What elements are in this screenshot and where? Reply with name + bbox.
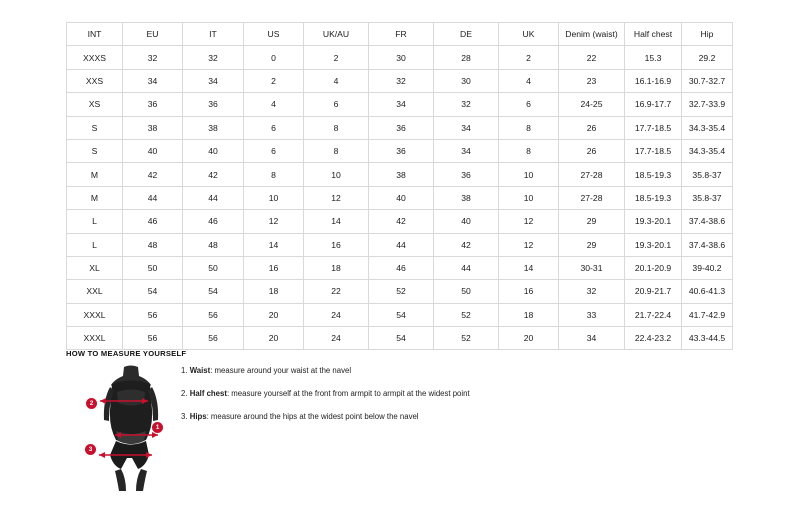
cell-uk: 8 [499, 139, 559, 162]
cell-uk-au: 18 [304, 256, 369, 279]
cell-uk: 6 [499, 93, 559, 116]
cell-hip: 41.7-42.9 [682, 303, 733, 326]
step-term: Half chest [189, 389, 227, 399]
cell-hip: 34.3-35.4 [682, 139, 733, 162]
cell-uk-au: 8 [304, 139, 369, 162]
cell-hip: 43.3-44.5 [682, 327, 733, 350]
cell-int: XXXS [67, 46, 123, 69]
cell-denim-waist: 32 [559, 280, 625, 303]
cell-de: 42 [434, 233, 499, 256]
arrow-right-hip [146, 452, 152, 458]
cell-it: 42 [183, 163, 244, 186]
table-body [67, 46, 733, 350]
cell-denim-waist: 29 [559, 233, 625, 256]
cell-uk-au: 16 [304, 233, 369, 256]
cell-hip: 39-40.2 [682, 256, 733, 279]
cell-denim-waist: 23 [559, 69, 625, 92]
cell-us: 8 [244, 163, 304, 186]
cell-hip: 37.4-38.6 [682, 233, 733, 256]
cell-fr: 42 [369, 210, 434, 233]
cell-half-chest: 22.4-23.2 [625, 327, 682, 350]
cell-it: 46 [183, 210, 244, 233]
cell-eu: 56 [123, 327, 183, 350]
cell-denim-waist: 33 [559, 303, 625, 326]
cell-uk: 8 [499, 116, 559, 139]
cell-de: 32 [434, 93, 499, 116]
cell-it: 48 [183, 233, 244, 256]
cell-fr: 32 [369, 69, 434, 92]
cell-denim-waist: 27-28 [559, 163, 625, 186]
cell-us: 4 [244, 93, 304, 116]
cell-us: 10 [244, 186, 304, 209]
cell-half-chest: 15.3 [625, 46, 682, 69]
cell-denim-waist: 26 [559, 116, 625, 139]
table-row [67, 303, 733, 326]
cell-fr: 44 [369, 233, 434, 256]
cell-eu: 36 [123, 93, 183, 116]
table-row [67, 163, 733, 186]
cell-eu: 56 [123, 303, 183, 326]
mannequin-illustration [86, 365, 176, 500]
size-chart-table-wrapper [66, 22, 732, 350]
column-header-fr: FR [369, 23, 434, 46]
cell-eu: 54 [123, 280, 183, 303]
figure-badge-2: 2 [86, 398, 97, 409]
table-row [67, 69, 733, 92]
cell-eu: 42 [123, 163, 183, 186]
figure-badge-3: 3 [85, 444, 96, 455]
cell-it: 32 [183, 46, 244, 69]
step-text: : measure around the hips at the widest point below the navel [206, 412, 419, 422]
cell-uk: 20 [499, 327, 559, 350]
table-row [67, 46, 733, 69]
cell-uk: 4 [499, 69, 559, 92]
cell-de: 52 [434, 327, 499, 350]
cell-us: 16 [244, 256, 304, 279]
how-to-measure-steps [181, 366, 611, 435]
cell-uk: 14 [499, 256, 559, 279]
cell-hip: 29.2 [682, 46, 733, 69]
cell-it: 40 [183, 139, 244, 162]
cell-uk-au: 6 [304, 93, 369, 116]
cell-int: L [67, 233, 123, 256]
cell-de: 40 [434, 210, 499, 233]
table-row [67, 233, 733, 256]
cell-denim-waist: 30-31 [559, 256, 625, 279]
cell-int: S [67, 139, 123, 162]
right-leg-shape [136, 469, 147, 491]
cell-uk-au: 22 [304, 280, 369, 303]
step-number: 1. [181, 366, 188, 375]
arrow-left-chest [100, 398, 106, 404]
table-row [67, 186, 733, 209]
cell-fr: 46 [369, 256, 434, 279]
cell-fr: 34 [369, 93, 434, 116]
cell-uk-au: 24 [304, 327, 369, 350]
cell-de: 44 [434, 256, 499, 279]
cell-fr: 52 [369, 280, 434, 303]
cell-half-chest: 17.7-18.5 [625, 139, 682, 162]
cell-hip: 35.8-37 [682, 163, 733, 186]
size-chart-table [66, 22, 733, 350]
cell-hip: 30.7-32.7 [682, 69, 733, 92]
cell-it: 50 [183, 256, 244, 279]
table-row [67, 256, 733, 279]
cell-de: 50 [434, 280, 499, 303]
cell-fr: 36 [369, 139, 434, 162]
column-header-hip: Hip [682, 23, 733, 46]
cell-de: 52 [434, 303, 499, 326]
cell-eu: 48 [123, 233, 183, 256]
step-number: 3. [181, 412, 188, 422]
cell-us: 6 [244, 139, 304, 162]
measure-step-half-chest [181, 389, 611, 400]
cell-int: XXS [67, 69, 123, 92]
measure-step-hips [181, 412, 611, 423]
cell-uk-au: 4 [304, 69, 369, 92]
table-row [67, 116, 733, 139]
column-header-denim-waist: Denim (waist) [559, 23, 625, 46]
cell-int: XXL [67, 280, 123, 303]
cell-denim-waist: 24-25 [559, 93, 625, 116]
measure-step-waist [181, 366, 611, 377]
column-header-de: DE [434, 23, 499, 46]
cell-us: 2 [244, 69, 304, 92]
cell-fr: 36 [369, 116, 434, 139]
cell-denim-waist: 26 [559, 139, 625, 162]
cell-int: XS [67, 93, 123, 116]
cell-uk-au: 10 [304, 163, 369, 186]
step-text: : measure yourself at the front from armpit to armpit at the widest point [226, 389, 470, 399]
cell-uk-au: 8 [304, 116, 369, 139]
cell-half-chest: 19.3-20.1 [625, 233, 682, 256]
cell-de: 34 [434, 116, 499, 139]
table-header-row [67, 23, 733, 46]
bust-shape [117, 390, 145, 406]
table-row [67, 280, 733, 303]
cell-hip: 35.8-37 [682, 186, 733, 209]
cell-it: 56 [183, 303, 244, 326]
cell-int: M [67, 186, 123, 209]
cell-it: 44 [183, 186, 244, 209]
cell-eu: 40 [123, 139, 183, 162]
table-row [67, 210, 733, 233]
cell-half-chest: 19.3-20.1 [625, 210, 682, 233]
cell-it: 34 [183, 69, 244, 92]
cell-fr: 54 [369, 303, 434, 326]
cell-eu: 46 [123, 210, 183, 233]
column-header-it: IT [183, 23, 244, 46]
cell-de: 30 [434, 69, 499, 92]
cell-eu: 50 [123, 256, 183, 279]
left-leg-shape [115, 469, 126, 491]
cell-half-chest: 16.1-16.9 [625, 69, 682, 92]
how-to-measure-title: HOW TO MEASURE YOURSELF [66, 349, 187, 358]
column-header-eu: EU [123, 23, 183, 46]
cell-half-chest: 18.5-19.3 [625, 186, 682, 209]
cell-us: 20 [244, 303, 304, 326]
column-header-half-chest: Half chest [625, 23, 682, 46]
cell-fr: 38 [369, 163, 434, 186]
cell-fr: 40 [369, 186, 434, 209]
step-number: 2. [181, 389, 188, 399]
column-header-uk: UK [499, 23, 559, 46]
cell-fr: 30 [369, 46, 434, 69]
cell-uk-au: 14 [304, 210, 369, 233]
cell-us: 6 [244, 116, 304, 139]
cell-eu: 44 [123, 186, 183, 209]
cell-half-chest: 20.9-21.7 [625, 280, 682, 303]
cell-us: 12 [244, 210, 304, 233]
cell-uk: 16 [499, 280, 559, 303]
cell-uk-au: 12 [304, 186, 369, 209]
cell-de: 34 [434, 139, 499, 162]
step-term: Hips [189, 412, 207, 422]
cell-int: XXXL [67, 327, 123, 350]
cell-denim-waist: 27-28 [559, 186, 625, 209]
cell-uk: 2 [499, 46, 559, 69]
cell-int: M [67, 163, 123, 186]
cell-it: 56 [183, 327, 244, 350]
cell-half-chest: 18.5-19.3 [625, 163, 682, 186]
table-row [67, 327, 733, 350]
cell-uk: 10 [499, 163, 559, 186]
cell-denim-waist: 29 [559, 210, 625, 233]
column-header-us: US [244, 23, 304, 46]
cell-us: 14 [244, 233, 304, 256]
cell-it: 36 [183, 93, 244, 116]
table-row [67, 93, 733, 116]
figure-badge-1: 1 [152, 422, 163, 433]
table-header [67, 23, 733, 46]
cell-fr: 54 [369, 327, 434, 350]
cell-hip: 32.7-33.9 [682, 93, 733, 116]
cell-uk: 12 [499, 210, 559, 233]
cell-hip: 34.3-35.4 [682, 116, 733, 139]
cell-half-chest: 17.7-18.5 [625, 116, 682, 139]
cell-int: XXXL [67, 303, 123, 326]
cell-uk-au: 2 [304, 46, 369, 69]
cell-eu: 32 [123, 46, 183, 69]
cell-uk: 10 [499, 186, 559, 209]
cell-denim-waist: 22 [559, 46, 625, 69]
cell-int: S [67, 116, 123, 139]
cell-de: 38 [434, 186, 499, 209]
cell-us: 18 [244, 280, 304, 303]
cell-hip: 40.6-41.3 [682, 280, 733, 303]
arrow-left-hip [99, 452, 105, 458]
cell-int: L [67, 210, 123, 233]
cell-denim-waist: 34 [559, 327, 625, 350]
cell-half-chest: 20.1-20.9 [625, 256, 682, 279]
cell-uk: 12 [499, 233, 559, 256]
cell-half-chest: 16.9-17.7 [625, 93, 682, 116]
cell-eu: 34 [123, 69, 183, 92]
cell-us: 0 [244, 46, 304, 69]
cell-de: 36 [434, 163, 499, 186]
step-term: Waist [189, 366, 211, 375]
cell-us: 20 [244, 327, 304, 350]
cell-de: 28 [434, 46, 499, 69]
column-header-uk-au: UK/AU [304, 23, 369, 46]
cell-half-chest: 21.7-22.4 [625, 303, 682, 326]
column-header-int: INT [67, 23, 123, 46]
cell-it: 38 [183, 116, 244, 139]
cell-eu: 38 [123, 116, 183, 139]
cell-it: 54 [183, 280, 244, 303]
cell-uk: 18 [499, 303, 559, 326]
cell-uk-au: 24 [304, 303, 369, 326]
cell-int: XL [67, 256, 123, 279]
step-text: : measure around your waist at the navel [210, 366, 352, 375]
cell-hip: 37.4-38.6 [682, 210, 733, 233]
table-row [67, 139, 733, 162]
